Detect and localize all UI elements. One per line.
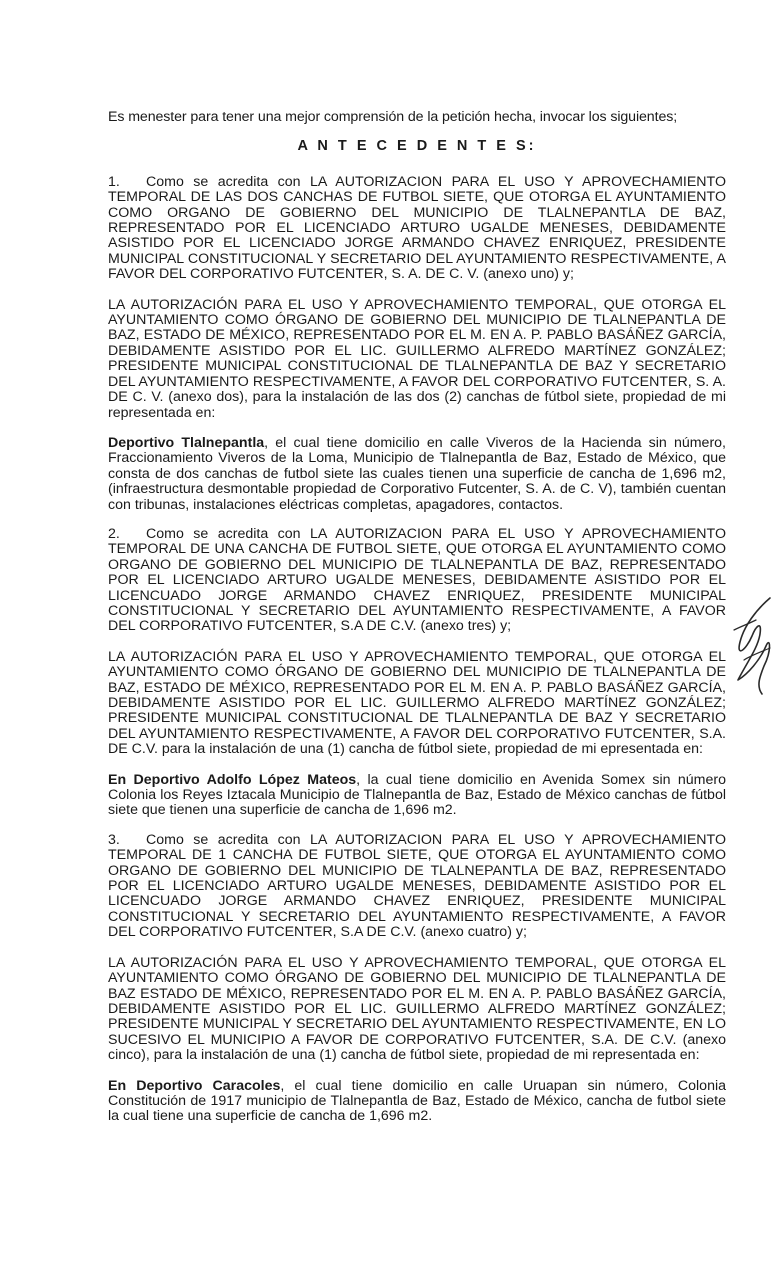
item-text: Como se acredita con LA AUTORIZACION PARA EL USO Y APROVECHAMIENTO TEMPORAL DE LAS DOS CANCHAS DE FUTBOL SIETE, QUE OTORGA EL AYUNTAMIENTO COMO ORGANO DE GOBIERNO DEL MUNICIPIO DE TLALNEPANTLA DE BAZ, REPRESENTADO POR EL LICENCIADO ARTURO UGALDE MENESES, DEBIDAMENTE ASISTIDO POR EL LICENCIADO JORGE ARMANDO CHAVEZ ENRIQUEZ, PRESIDENTE MUNICIPAL CONSTITUCIONAL Y SECRETARIO DEL AYUNTAMIENTO RESPECTIVAMENTE, A FAVOR DEL CORPORATIVO FUTCENTER, S. A. DE C. V. (anexo uno) y; <box>108 173 726 283</box>
document-page <box>108 110 726 1139</box>
section-heading: A N T E C E D E N T E S: <box>297 138 537 155</box>
authorization-paragraph-1: LA AUTORIZACIÓN PARA EL USO Y APROVECHAMIENTO TEMPORAL, QUE OTORGA EL AYUNTAMIENTO COMO ÓRGANO DE GOBIERNO DEL MUNICIPIO DE TLALNEPANTLA DE BAZ, ESTADO DE MÉXICO, REPRESENTADO POR EL M. EN A. P. PABLO BASÁÑEZ GARCÍA, DEBIDAMENTE ASISTIDO POR EL LIC. GUILLERMO ALFREDO MARTÍNEZ GONZÁLEZ; PRESIDENTE MUNICIPAL CONSTITUCIONAL DE TLALNEPANTLA DE BAZ Y SECRETARIO DEL AYUNTAMIENTO RESPECTIVAMENTE, A FAVOR DEL CORPORATIVO FUTCENTER, S. A. DE C. V. (anexo dos), para la instalación de las dos (2) canchas de fútbol siete, propiedad de mi representada en: <box>108 296 726 421</box>
intro-paragraph: Es menester para tener una mejor comprensión de la petición hecha, invocar los siguientes; <box>108 109 678 125</box>
venue-paragraph-3 <box>108 1079 726 1125</box>
item-text: Como se acredita con LA AUTORIZACION PARA EL USO Y APROVECHAMIENTO TEMPORAL DE UNA CANCHA DE FUTBOL SIETE, QUE OTORGA EL AYUNTAMIENTO COMO ORGANO DE GOBIERNO DEL MUNICIPIO DE TLALNEPANTLA DE BAZ, REPRESENTADO POR EL LICENCIADO ARTURO UGALDE MENESES, DEBIDAMENTE ASISTIDO POR EL LICENCUADO JORGE ARMANDO CHAVEZ ENRIQUEZ, PRESIDENTE MUNICIPAL CONSTITUCIONAL Y SECRETARIO DEL AYUNTAMIENTO RESPECTIVAMENTE, A FAVOR DEL CORPORATIVO FUTCENTER, S.A DE C.V. (anexo tres) y; <box>108 525 726 635</box>
handwritten-signature <box>726 590 778 700</box>
venue-text: , la cual tiene domicilio en Avenida Somex sin número Colonia los Reyes Iztacala Municipio de Tlalnepantla de Baz, Estado de México canchas de fútbol siete que tienen una superficie de cancha de 1,696 m2. <box>108 771 726 819</box>
antecedent-item-1 <box>108 175 726 283</box>
item-number: 3. <box>108 831 120 848</box>
antecedent-item-2 <box>108 527 726 635</box>
venue-text: , el cual tiene domicilio en calle Viveros de la Hacienda sin número, Fraccionamiento Viveros de la Loma, Municipio de Tlalnepantla de Baz, Estado de México, que consta de dos canchas de futbol siete las cuales tienen una superficie de cancha de 1,696 m2, (infraestructura desmontable propiedad de Corporativo Futcenter, S. A. de C. V), también cuentan con tribunas, instalaciones eléctricas completas, apagadores, contactos. <box>108 434 726 513</box>
venue-paragraph-2 <box>108 773 726 819</box>
venue-name: En Deportivo Adolfo López Mateos <box>108 771 357 788</box>
venue-text: , el cual tiene domicilio en calle Uruapan sin número, Colonia Constitución de 1917 municipio de Tlalnepantla de Baz, Estado de México, cancha de futbol siete la cual tiene una superficie de cancha de 1,696 m2. <box>108 1077 726 1125</box>
item-text: Como se acredita con LA AUTORIZACION PARA EL USO Y APROVECHAMIENTO TEMPORAL DE 1 CANCHA DE FUTBOL SIETE, QUE OTORGA EL AYUNTAMIENTO COMO ORGANO DE GOBIERNO DEL MUNICIPIO DE TLALNEPANTLA DE BAZ, REPRESENTADO POR EL LICENCIADO ARTURO UGALDE MENESES, DEBIDAMENTE ASISTIDO POR EL LICENCUADO JORGE ARMANDO CHAVEZ ENRIQUEZ, PRESIDENTE MUNICIPAL CONSTITUCIONAL Y SECRETARIO DEL AYUNTAMIENTO RESPECTIVAMENTE, A FAVOR DEL CORPORATIVO FUTCENTER, S.A DE C.V. (anexo cuatro) y; <box>108 831 726 941</box>
venue-name: Deportivo Tlalnepantla <box>108 434 265 451</box>
venue-paragraph-1 <box>108 436 726 513</box>
item-number: 1. <box>108 173 120 190</box>
antecedent-item-3 <box>108 833 726 941</box>
authorization-paragraph-3: LA AUTORIZACIÓN PARA EL USO Y APROVECHAMIENTO TEMPORAL, QUE OTORGA EL AYUNTAMIENTO COMO ÓRGANO DE GOBIERNO DEL MUNICIPIO DE TLALNEPANTLA DE BAZ ESTADO DE MÉXICO, REPRESENTADO POR EL M. EN A. P. PABLO BASÁÑEZ GARCÍA, DEBIDAMENTE ASISTIDO POR EL LIC. GUILLERMO ALFREDO MARTÍNEZ GONZÁLEZ; PRESIDENTE MUNICIPAL Y SECRETARIO DEL AYUNTAMIENTO RESPECTIVAMENTE, EN LO SUCESIVO EL MUNICIPIO A FAVOR DE CORPORATIVO FUTCENTER, S.A. DE C.V. (anexo cinco), para la instalación de una (1) cancha de fútbol siete, propiedad de mi representada en: <box>108 954 726 1064</box>
venue-name: En Deportivo Caracoles <box>108 1077 281 1094</box>
authorization-paragraph-2: LA AUTORIZACIÓN PARA EL USO Y APROVECHAMIENTO TEMPORAL, QUE OTORGA EL AYUNTAMIENTO COMO ÓRGANO DE GOBIERNO DEL MUNICIPIO DE TLALNEPANTLA DE BAZ, ESTADO DE MÉXICO, REPRESENTADO POR EL M. EN A. P. PABLO BASÁÑEZ GARCÍA, DEBIDAMENTE ASISTIDO POR EL LIC. GUILLERMO ALFREDO MARTÍNEZ GONZÁLEZ; PRESIDENTE MUNICIPAL CONSTITUCIONAL DE TLALNEPANTLA DE BAZ Y SECRETARIO DEL AYUNTAMIENTO RESPECTIVAMENTE, A FAVOR DEL CORPORATIVO FUTCENTER, S.A. DE C.V. para la instalación de una (1) cancha de fútbol siete, propiedad de mi epresentada en: <box>108 648 726 758</box>
item-number: 2. <box>108 525 120 542</box>
